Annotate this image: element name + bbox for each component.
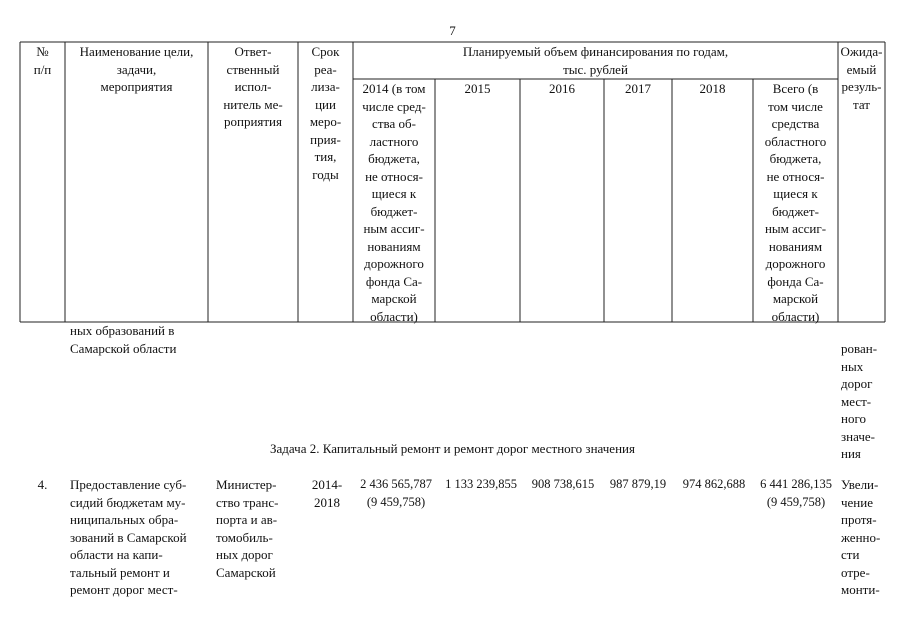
- row4-responsible: Министер- ство транс- порта и ав- томобиль- ных дорог Самарской: [216, 477, 279, 580]
- header-col-2014: 2014 (в том числе сред- ства об- ластного бюджета, не относя- щиеся к бюджет- ным ассиг- нованиям дорожного фонда Са- марской области): [362, 81, 426, 324]
- row4-term: 2014- 2018: [311, 477, 343, 510]
- row4-total: 6 441 286,135 (9 459,758): [760, 477, 832, 509]
- header-col-responsible: Ответ- ственный испол- нитель ме- роприятия: [223, 44, 283, 129]
- row4-2018: 974 862,688: [682, 477, 746, 491]
- header-col-2017: 2017: [625, 81, 651, 96]
- row4-2015: 1 133 239,855: [445, 477, 517, 491]
- row4-2016: 908 738,615: [531, 477, 595, 491]
- continuation-name: ных образований в Самарской области: [70, 323, 177, 356]
- header-col-2015: 2015: [464, 81, 491, 96]
- continuation-result: рован- ных дорог мест- ного значе- ния: [841, 341, 878, 461]
- header-col-financing: Планируемый объем финансирования по годам, тыс. рублей: [462, 44, 729, 77]
- header-col-number: № п/п: [33, 44, 52, 77]
- row4-2014: 2 436 565,787 (9 459,758): [360, 477, 432, 509]
- page-number: 7: [449, 23, 456, 38]
- row4-2017: 987 879,19: [609, 477, 667, 491]
- header-col-2018: 2018: [699, 81, 726, 96]
- row4-result: Увели- чение протя- женно- сти отре- монти-: [841, 477, 881, 597]
- header-col-name: Наименование цели, задачи, мероприятия: [79, 44, 194, 94]
- header-col-result: Ожида- емый резуль- тат: [840, 44, 883, 112]
- row4-number: 4.: [37, 477, 48, 492]
- header-col-total: Всего (в том числе средства областного бюджета, не относя- щиеся к бюджет- ным ассиг- нованиям дорожного фонда Са- марской области): [764, 81, 827, 324]
- task-heading: Задача 2. Капитальный ремонт и ремонт дорог местного значения: [270, 441, 635, 456]
- header-col-2016: 2016: [549, 81, 575, 96]
- row4-name: Предоставление суб- сидий бюджетам му- ниципальных обра- зований в Самарской области на капи- тальный ремонт и ремонт дорог мест-: [70, 477, 187, 597]
- header-col-term: Срок реа- лиза- ции меро- прия- тия, годы: [309, 44, 342, 182]
